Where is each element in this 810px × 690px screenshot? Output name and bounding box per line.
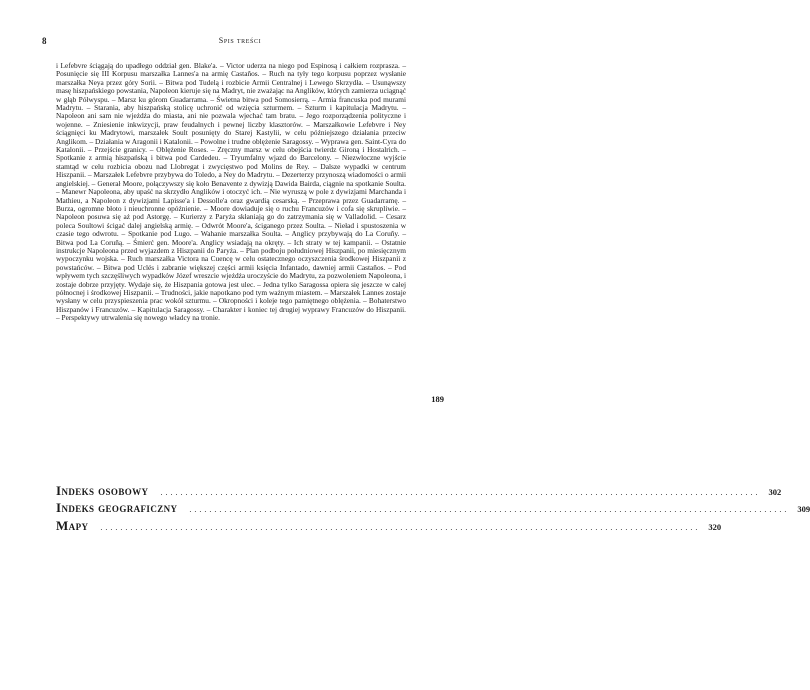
toc-entry-indeks-osobowy[interactable] — [56, 483, 782, 499]
chapter-summary-text: i Lefebvre ściągają do upadłego oddział gen. Blake'a. – Victor uderza na niego pod Espinosą i całkiem rozprasza. – Posunięcie się III Korpusu marszałka Lannes'a na armię Castaños. – Ruch na tyły tego korpusu poprzez wysłanie marszałka Neya przez góry Sorii. – Bitwa pod Tudelą i rozbicie Armii Centralnej i Lewego Skrzydła. – Usunąwszy masę hiszpańskiego powstania, Napoleon kieruje się na Madryt, nie zważając na Anglików, których zamierza uciągnąć w głąb Półwyspu. – Marsz ku górom Guadarrama. – Świetna bitwa pod Somosierrą. – Armia francuska pod murami Madrytu. – Starania, aby hiszpańską stolicę uchronić od wzięcia szturmem. – Szturm i kapitulacja Madrytu. – Napoleon ani sam nie wjeżdża do miasta, ani nie pozwala wjechać tam bratu. – Jego rozporządzenia polityczne i wojenne. – Zniesienie inkwizycji, praw feudalnych i pewnej liczby klasztorów. – Marszałkowie Lefebvre i Ney ściągnięci ku Madrytowi, marszałek Soult posunięty do Starej Kastylii, w celu późniejszego działania przeciw Anglikom. – Działania w Aragonii i Katalonii. – Powolne i trudne oblężenie Saragossy. – Wyprawa gen. Saint-Cyra do Katalonii. – Przejście granicy. – Oblężenie Roses. – Zręczny marsz w celu obejścia twierdz Gironą i Hostalrich. – Spotkanie z armią hiszpańską i bitwa pod Cardedeu. – Tryumfalny wjazd do Barcelony. – Niezwłoczne wyjście stamtąd w celu rozbicia obozu nad Llobregat i zwycięstwo pod Molins de Rey. – Dalsze wypadki w centrum Hiszpanii. – Marszałek Lefebvre przybywa do Toledo, a Ney do Madrytu. – Dezerterzy przynoszą wiadomości o armii angielskiej. – Generał Moore, połączywszy się koło Benavente z dywizją Dawida Bairda, ciągnie na spotkanie Soulta. – Manewr Napoleona, aby upaść na skrzydło Anglików i otoczyć ich. – Nie wyruszą w pole z dywizjami Marchanda i Mathieu, a Napoleon z dywizjami Lapisse'a i Dessolle'a oraz gwardią cesarską. – Przeprawa przez Guadarramę. – Burza, ogromne błoto i nieuchronne opóźnienie. – Moore dowiaduje się o ruchu Francuzów i cofa się skrupliwie. – Napoleon posuwa się aż pod Astorgę. – Kurierzy z Paryża skłaniają go do zatrzymania się w Valladolid. – Cesarz poleca Soultowi ścigać dalej angielską armię. – Odwrót Moore'a, ściganego przez Soulta. – Nieład i spustoszenia w czasie tego odwrotu. – Spotkanie pod Lugo. – Wahanie marszałka Soulta. – Anglicy przybywają do La Coruñy. – Bitwa pod La Coruñą. – Śmierć gen. Moore'a. Anglicy wsiadają na okręty. – Ich straty w tej kampanii. – Ostatnie instrukcje Napoleona przed wyjazdem z Hiszpanii do Paryża. – Plan podboju południowej Hiszpanii, po miesięcznym wypoczynku wojska. – Ruch marszałka Victora na Cuencę w celu ostatecznego oczyszczenia środkowej Hiszpanii z powstańców. – Bitwa pod Uclés i zabranie większej części armii księcia Infantado, dawniej armii Castaños. – Pod wpływem tych szczęśliwych wypadków Józef wreszcie wjeżdża uroczyście do Madrytu, za pozwoleniem Napoleona, i zostaje dobrze przyjęty. Wydaje się, że Hiszpania gotowa jest ulec. – Jedna tylko Saragossa opiera się jeszcze w całej północnej i środkowej Hiszpanii. – Trudności, jakie napotkano pod tym ważnym miastem. – Marszałek Lannes zostaje wysłany w celu przyspieszenia prac wokół szturmu. – Okropności i koleje tego pamiętnego oblężenia. – Bohaterstwo Hiszpanów i Francuzów. – Kapitulacja Saragossy. – Charakter i koniec tej drugiej wyprawy Francuzów do Hiszpanii. – Perspektywy utrwalenia się nowego władcy na tronie. — [56, 61, 406, 323]
running-head: Spis treści — [218, 36, 262, 45]
toc-entry-indeks-geograficzny[interactable] — [56, 500, 810, 516]
toc-entry-title: Indeks geograficzny — [56, 500, 178, 515]
toc-entry-title: Mapy — [56, 518, 89, 533]
toc-entry-mapy[interactable] — [56, 518, 722, 534]
toc-entry-page: 302 — [768, 487, 782, 497]
toc-leader-dots: ........................................................................................................................ — [189, 505, 790, 514]
toc-entry-page: 309 — [797, 504, 810, 514]
toc-leader-dots: ........................................................................................................................ — [160, 488, 761, 497]
toc-leader-dots: ........................................................................................................................ — [100, 523, 701, 532]
toc-entry-page: 320 — [708, 522, 722, 532]
toc-entry-title: Indeks osobowy — [56, 483, 149, 498]
page-number: 8 — [42, 36, 47, 46]
chapter-page-number: 189 — [431, 394, 444, 404]
